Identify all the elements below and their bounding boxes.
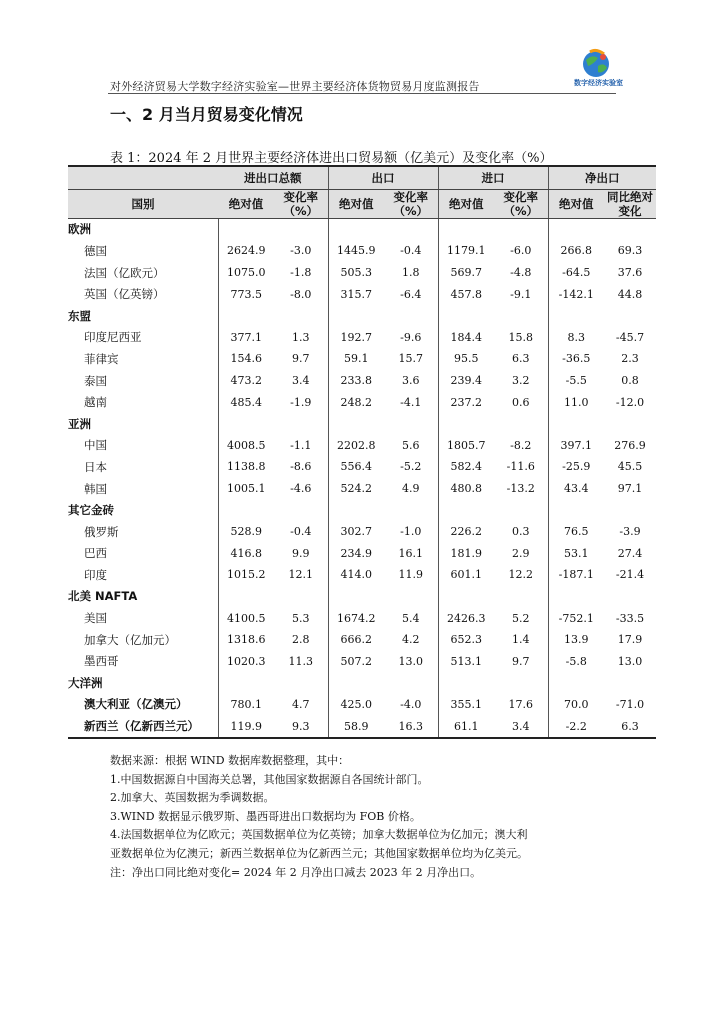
country-label: 俄罗斯 xyxy=(84,524,119,539)
value-cell: 1005.1 xyxy=(218,478,274,500)
value-cell: -6.0 xyxy=(510,244,532,258)
value-cell: 513.1 xyxy=(438,650,494,672)
table-row xyxy=(68,564,656,586)
empty-cell xyxy=(328,305,384,327)
value-cell: 11.3 xyxy=(288,654,313,668)
region-row xyxy=(68,413,656,435)
value-cell: 9.9 xyxy=(292,546,310,560)
empty-cell xyxy=(274,499,328,521)
value-cell: 355.1 xyxy=(438,694,494,716)
value-cell: 17.9 xyxy=(617,633,643,647)
empty-cell xyxy=(494,499,548,521)
value-cell: 1318.6 xyxy=(218,629,274,651)
table-body xyxy=(68,218,656,738)
note-line: 3.WIND 数据显示俄罗斯、墨西哥进出口数据均为 FOB 价格。 xyxy=(110,809,421,823)
value-cell: -25.9 xyxy=(548,456,604,478)
region-row xyxy=(68,586,656,608)
empty-cell xyxy=(438,672,494,694)
empty-cell xyxy=(328,499,384,521)
value-cell: 95.5 xyxy=(438,348,494,370)
value-cell: 45.5 xyxy=(617,460,643,474)
value-cell: 473.2 xyxy=(218,370,274,392)
empty-cell xyxy=(274,413,328,435)
empty-cell xyxy=(494,305,548,327)
value-cell: -33.5 xyxy=(615,611,645,625)
note-line: 1.中国数据源自中国海关总署，其他国家数据源自各国统计部门。 xyxy=(110,772,429,786)
header-exports: 出口 xyxy=(328,166,438,189)
value-cell: 2426.3 xyxy=(438,607,494,629)
value-cell: 9.7 xyxy=(292,352,310,366)
header-abs: 绝对值 xyxy=(438,189,494,218)
value-cell: 12.2 xyxy=(508,568,533,582)
value-cell: -12.0 xyxy=(615,395,645,409)
value-cell: -36.5 xyxy=(548,348,604,370)
value-cell: 1.3 xyxy=(292,330,310,344)
value-cell: 17.6 xyxy=(508,697,533,711)
value-cell: 119.9 xyxy=(218,715,274,738)
value-cell: 13.0 xyxy=(398,654,423,668)
section-title: 一、2 月当月贸易变化情况 xyxy=(110,105,303,124)
value-cell: 1020.3 xyxy=(218,650,274,672)
header-imports: 进口 xyxy=(438,166,548,189)
empty-cell xyxy=(438,218,494,240)
region-row xyxy=(68,672,656,694)
value-cell: 61.1 xyxy=(438,715,494,738)
value-cell: 2202.8 xyxy=(328,435,384,457)
value-cell: 9.7 xyxy=(512,654,530,668)
value-cell: 457.8 xyxy=(438,283,494,305)
value-cell: -11.6 xyxy=(506,460,535,474)
value-cell: 6.3 xyxy=(604,715,656,738)
country-label: 越南 xyxy=(84,395,107,410)
value-cell: -8.0 xyxy=(290,287,312,301)
value-cell: 601.1 xyxy=(438,564,494,586)
value-cell: -21.4 xyxy=(615,568,645,582)
value-cell: -4.8 xyxy=(510,266,532,280)
value-cell: 44.8 xyxy=(617,287,643,301)
value-cell: 2624.9 xyxy=(218,240,274,262)
country-label: 德国 xyxy=(84,243,107,258)
value-cell: 505.3 xyxy=(328,262,384,284)
value-cell: -0.4 xyxy=(290,525,312,539)
empty-cell xyxy=(494,218,548,240)
country-label: 巴西 xyxy=(84,546,107,561)
country-label: 菲律宾 xyxy=(84,351,119,366)
value-cell: 248.2 xyxy=(328,391,384,413)
value-cell: 9.3 xyxy=(274,715,328,738)
empty-cell xyxy=(384,305,438,327)
country-label: 日本 xyxy=(84,459,107,474)
country-label: 英国（亿英镑） xyxy=(84,287,165,302)
empty-cell xyxy=(604,586,656,608)
value-cell: 15.8 xyxy=(508,330,533,344)
value-cell: 1674.2 xyxy=(328,607,384,629)
country-label: 韩国 xyxy=(84,481,107,496)
table-row xyxy=(68,262,656,284)
value-cell: 666.2 xyxy=(328,629,384,651)
empty-cell xyxy=(384,218,438,240)
value-cell: -71.0 xyxy=(615,697,645,711)
empty-cell xyxy=(604,672,656,694)
value-cell: 0.8 xyxy=(621,374,639,388)
header-country: 国别 xyxy=(68,189,218,218)
empty-cell xyxy=(604,218,656,240)
value-cell: 2.9 xyxy=(512,546,530,560)
value-cell: 4.9 xyxy=(402,482,420,496)
country-label: 新西兰（亿新西兰元） xyxy=(68,715,218,738)
region-label: 其它金砖 xyxy=(68,503,114,518)
value-cell: 2.8 xyxy=(292,633,310,647)
empty-cell xyxy=(604,499,656,521)
header-abs: 绝对值 xyxy=(218,189,274,218)
value-cell: 1.8 xyxy=(402,266,420,280)
value-cell: 13.0 xyxy=(617,654,643,668)
value-cell: 27.4 xyxy=(617,546,643,560)
table-row xyxy=(68,650,656,672)
logo-text: 数字经济实验室 xyxy=(574,79,623,87)
notes xyxy=(110,752,618,882)
value-cell: 480.8 xyxy=(438,478,494,500)
value-cell: 524.2 xyxy=(328,478,384,500)
empty-cell xyxy=(438,499,494,521)
value-cell: 2.3 xyxy=(621,352,639,366)
table-row xyxy=(68,543,656,565)
value-cell: 69.3 xyxy=(617,244,643,258)
value-cell: 652.3 xyxy=(438,629,494,651)
value-cell: 234.9 xyxy=(328,543,384,565)
empty-cell xyxy=(548,305,604,327)
group-header-row xyxy=(68,166,656,189)
sub-header-row xyxy=(68,189,656,218)
rate-line2: （%） xyxy=(283,203,319,218)
value-cell: 3.4 xyxy=(494,715,548,738)
table-row xyxy=(68,715,656,738)
empty-cell xyxy=(274,305,328,327)
empty-cell xyxy=(218,218,274,240)
value-cell: 0.3 xyxy=(512,525,530,539)
empty-cell xyxy=(218,672,274,694)
table-row xyxy=(68,521,656,543)
value-cell: 97.1 xyxy=(617,482,643,496)
table-row xyxy=(68,435,656,457)
header-rate xyxy=(494,189,548,218)
value-cell: 528.9 xyxy=(218,521,274,543)
value-cell: 4.2 xyxy=(402,633,420,647)
value-cell: -187.1 xyxy=(548,564,604,586)
rate-line1: 变化率 xyxy=(283,189,318,204)
region-label: 东盟 xyxy=(68,308,91,323)
value-cell: 773.5 xyxy=(218,283,274,305)
value-cell: 414.0 xyxy=(328,564,384,586)
empty-cell xyxy=(438,413,494,435)
header-rate xyxy=(384,189,438,218)
trade-table xyxy=(68,165,656,739)
table-row xyxy=(68,370,656,392)
value-cell: 1138.8 xyxy=(218,456,274,478)
table-row xyxy=(68,629,656,651)
region-label: 欧洲 xyxy=(68,222,91,237)
empty-cell xyxy=(494,586,548,608)
header-net: 净出口 xyxy=(548,166,656,189)
country-label: 中国 xyxy=(84,438,107,453)
value-cell: 184.4 xyxy=(438,327,494,349)
value-cell: -5.5 xyxy=(548,370,604,392)
region-label: 大洋洲 xyxy=(68,675,103,690)
value-cell: 70.0 xyxy=(548,694,604,716)
header-abs: 绝对值 xyxy=(328,189,384,218)
value-cell: 192.7 xyxy=(328,327,384,349)
table-row xyxy=(68,694,656,716)
value-cell: 58.9 xyxy=(328,715,384,738)
value-cell: -1.9 xyxy=(290,395,312,409)
value-cell: 4.7 xyxy=(292,697,310,711)
empty-cell xyxy=(328,218,384,240)
empty-cell xyxy=(438,586,494,608)
empty-cell xyxy=(384,586,438,608)
rate-line1: 变化率 xyxy=(393,189,428,204)
value-cell: -9.1 xyxy=(510,287,532,301)
value-cell: 3.2 xyxy=(512,374,530,388)
value-cell: -2.2 xyxy=(548,715,604,738)
empty-cell xyxy=(274,218,328,240)
header-rate xyxy=(274,189,328,218)
value-cell: -8.2 xyxy=(510,438,532,452)
value-cell: 0.6 xyxy=(512,395,530,409)
value-cell: 12.1 xyxy=(288,568,313,582)
country-label: 加拿大（亿加元） xyxy=(84,632,176,647)
region-row xyxy=(68,305,656,327)
value-cell: 226.2 xyxy=(438,521,494,543)
empty-cell xyxy=(218,586,274,608)
header-abs: 绝对值 xyxy=(548,189,604,218)
empty-cell xyxy=(494,413,548,435)
value-cell: -9.6 xyxy=(400,330,422,344)
value-cell: -1.8 xyxy=(290,266,312,280)
report-header-title: 对外经济贸易大学数字经济实验室—世界主要经济体货物贸易月度监测报告 xyxy=(110,80,480,93)
table-caption: 表 1：2024 年 2 月世界主要经济体进出口贸易额（亿美元）及变化率（%） xyxy=(110,151,553,166)
value-cell: 266.8 xyxy=(548,240,604,262)
yoy-line1: 同比绝对 xyxy=(607,189,653,204)
country-label: 法国（亿欧元） xyxy=(84,265,165,280)
value-cell: 3.6 xyxy=(402,374,420,388)
empty-cell xyxy=(274,586,328,608)
table-row xyxy=(68,283,656,305)
value-cell: 1179.1 xyxy=(438,240,494,262)
value-cell: 5.6 xyxy=(402,438,420,452)
table-row xyxy=(68,327,656,349)
region-label: 亚洲 xyxy=(68,416,91,431)
value-cell: 43.4 xyxy=(548,478,604,500)
value-cell: 53.1 xyxy=(548,543,604,565)
value-cell: 76.5 xyxy=(548,521,604,543)
value-cell: 11.9 xyxy=(398,568,423,582)
value-cell: 4100.5 xyxy=(218,607,274,629)
header-yoy xyxy=(604,189,656,218)
empty-cell xyxy=(548,413,604,435)
note-line: 数据来源：根据 WIND 数据库数据整理，其中： xyxy=(110,754,350,767)
empty-cell xyxy=(328,586,384,608)
value-cell: 416.8 xyxy=(218,543,274,565)
empty-cell xyxy=(328,672,384,694)
note-line: 4.法国数据单位为亿欧元；英国数据单位为亿英镑；加拿大数据单位为亿加元；澳大利 xyxy=(110,828,528,842)
value-cell: 1015.2 xyxy=(218,564,274,586)
value-cell: 507.2 xyxy=(328,650,384,672)
country-label: 泰国 xyxy=(84,373,107,388)
empty-cell xyxy=(438,305,494,327)
value-cell: -3.0 xyxy=(290,244,312,258)
value-cell: 315.7 xyxy=(328,283,384,305)
value-cell: 5.2 xyxy=(512,611,530,625)
country-label: 墨西哥 xyxy=(84,654,119,669)
value-cell: -142.1 xyxy=(548,283,604,305)
value-cell: -1.0 xyxy=(400,525,422,539)
value-cell: 397.1 xyxy=(548,435,604,457)
value-cell: -3.9 xyxy=(619,525,641,539)
value-cell: 11.0 xyxy=(548,391,604,413)
value-cell: 154.6 xyxy=(218,348,274,370)
value-cell: 302.7 xyxy=(328,521,384,543)
empty-cell xyxy=(494,672,548,694)
note-line: 亚数据单位为亿澳元；新西兰数据单位为亿新西兰元；其他国家数据单位均为亿美元。 xyxy=(110,846,528,860)
value-cell: 276.9 xyxy=(614,438,646,452)
country-label: 印度尼西亚 xyxy=(84,330,142,345)
value-cell: 377.1 xyxy=(218,327,274,349)
value-cell: 1075.0 xyxy=(218,262,274,284)
country-label: 美国 xyxy=(84,611,107,626)
value-cell: 1445.9 xyxy=(328,240,384,262)
empty-cell xyxy=(384,672,438,694)
value-cell: -752.1 xyxy=(548,607,604,629)
value-cell: 485.4 xyxy=(218,391,274,413)
value-cell: -8.6 xyxy=(290,460,312,474)
country-label: 澳大利亚（亿澳元） xyxy=(84,697,188,712)
table-row xyxy=(68,607,656,629)
value-cell: 239.4 xyxy=(438,370,494,392)
empty-cell xyxy=(218,499,274,521)
value-cell: 237.2 xyxy=(438,391,494,413)
value-cell: 425.0 xyxy=(328,694,384,716)
empty-cell xyxy=(218,413,274,435)
region-row xyxy=(68,499,656,521)
table-row xyxy=(68,391,656,413)
value-cell: -4.6 xyxy=(290,482,312,496)
empty-cell xyxy=(548,586,604,608)
value-cell: 59.1 xyxy=(328,348,384,370)
rate-line1: 变化率 xyxy=(503,189,538,204)
empty-cell xyxy=(604,413,656,435)
table-row xyxy=(68,478,656,500)
empty-cell xyxy=(548,218,604,240)
value-cell: -45.7 xyxy=(615,330,645,344)
empty-cell xyxy=(604,305,656,327)
value-cell: 16.1 xyxy=(398,546,423,560)
value-cell: -13.2 xyxy=(506,482,535,496)
rate-line2: （%） xyxy=(393,203,429,218)
value-cell: -1.1 xyxy=(290,438,312,452)
empty-cell xyxy=(274,672,328,694)
empty-cell xyxy=(218,305,274,327)
empty-cell xyxy=(328,413,384,435)
value-cell: -5.8 xyxy=(548,650,604,672)
value-cell: 8.3 xyxy=(548,327,604,349)
empty-cell xyxy=(384,413,438,435)
value-cell: 4008.5 xyxy=(218,435,274,457)
value-cell: -4.0 xyxy=(400,697,422,711)
region-row xyxy=(68,218,656,240)
value-cell: 582.4 xyxy=(438,456,494,478)
value-cell: 556.4 xyxy=(328,456,384,478)
value-cell: 780.1 xyxy=(218,694,274,716)
table-row xyxy=(68,240,656,262)
value-cell: 6.3 xyxy=(512,352,530,366)
note-line: 2.加拿大、英国数据为季调数据。 xyxy=(110,791,275,805)
header-blank xyxy=(68,166,218,189)
value-cell: 37.6 xyxy=(617,266,643,280)
value-cell: -64.5 xyxy=(548,262,604,284)
value-cell: 15.7 xyxy=(398,352,423,366)
value-cell: 1.4 xyxy=(512,633,530,647)
value-cell: 1805.7 xyxy=(438,435,494,457)
empty-cell xyxy=(548,499,604,521)
table-row xyxy=(68,456,656,478)
empty-cell xyxy=(548,672,604,694)
region-label: 北美 NAFTA xyxy=(68,589,138,604)
value-cell: -4.1 xyxy=(400,395,422,409)
value-cell: 233.8 xyxy=(328,370,384,392)
empty-cell xyxy=(384,499,438,521)
value-cell: 569.7 xyxy=(438,262,494,284)
rate-line2: （%） xyxy=(503,203,539,218)
value-cell: 16.3 xyxy=(384,715,438,738)
note-line: 注：净出口同比绝对变化= 2024 年 2 月净出口减去 2023 年 2 月净出口。 xyxy=(110,865,482,879)
globe-logo-icon xyxy=(574,48,618,82)
table-row xyxy=(68,348,656,370)
value-cell: 5.3 xyxy=(292,611,310,625)
value-cell: 3.4 xyxy=(292,374,310,388)
header-total: 进出口总额 xyxy=(218,166,328,189)
yoy-line2: 变化 xyxy=(618,203,642,218)
value-cell: 5.4 xyxy=(402,611,420,625)
country-label: 印度 xyxy=(84,567,107,582)
header-divider xyxy=(108,93,616,94)
value-cell: -0.4 xyxy=(400,244,422,258)
value-cell: -5.2 xyxy=(400,460,422,474)
value-cell: -6.4 xyxy=(400,287,422,301)
value-cell: 181.9 xyxy=(438,543,494,565)
value-cell: 13.9 xyxy=(548,629,604,651)
